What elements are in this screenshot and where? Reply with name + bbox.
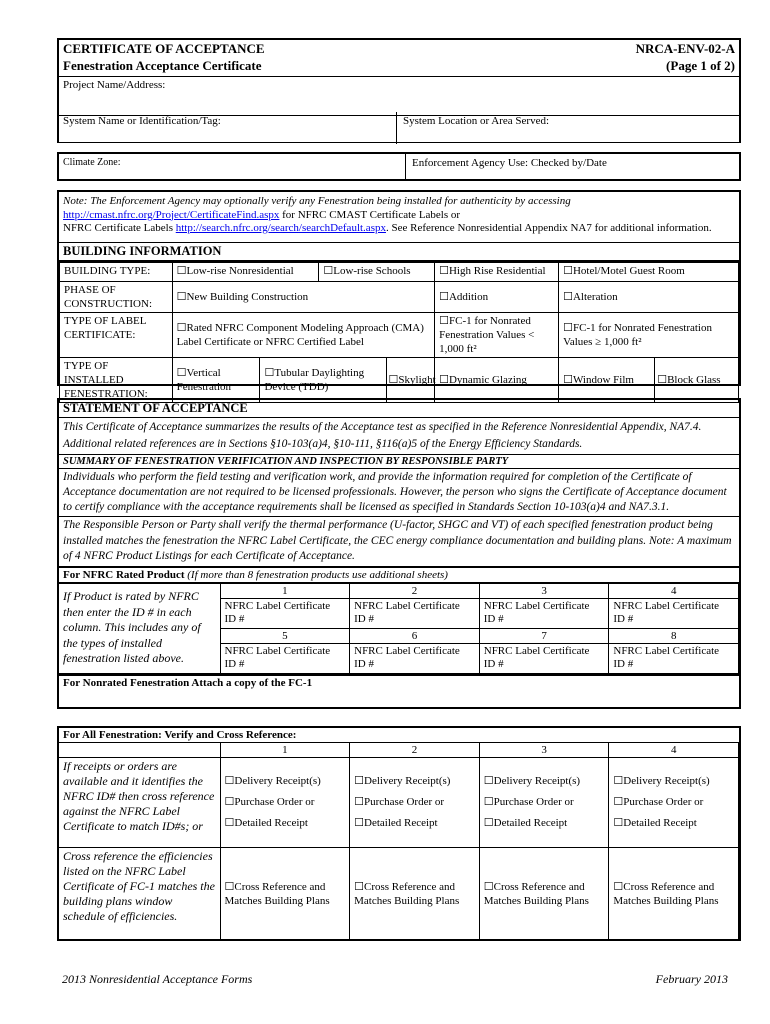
verify-table [59, 742, 739, 940]
checkbox-vertical[interactable]: ☐ Vertical Fenestration [172, 358, 260, 403]
checkbox-receipt-option[interactable]: ☐ Detailed Receipt [225, 813, 346, 834]
checkbox-block-glass[interactable]: ☐ Block Glass [655, 358, 739, 403]
checkbox-fc1-over-1000[interactable]: ☐ FC-1 for Nonrated Fenestration Values ≥ 1,000 ft² [559, 313, 739, 358]
cross-reference-label: ☐ Cross Reference and [484, 881, 585, 893]
column-number: 1 [220, 583, 350, 598]
fenestration-type-label: TYPE OF INSTALLED FENESTRATION: [60, 358, 173, 403]
matches-plans-label: Matches Building Plans [224, 894, 330, 907]
footer-left: 2013 Nonresidential Acceptance Forms [62, 972, 253, 986]
nfrc-rated-title [59, 568, 739, 583]
checkbox-window-film[interactable]: ☐ Window Film [559, 358, 655, 403]
building-info-table [59, 262, 739, 403]
nfrc-id-label: ID # [483, 657, 504, 670]
column-number: 8 [609, 628, 739, 643]
system-location-label: System Location or Area Served: [403, 115, 550, 127]
cross-reference-label: ☐ Cross Reference and [225, 881, 326, 893]
checkbox-receipt-option[interactable]: ☐ Delivery Receipt(s) [354, 771, 475, 792]
verify-title: For All Fenestration: Verify and Cross Reference: [63, 729, 297, 741]
checkbox-receipt-option[interactable]: ☐ Detailed Receipt [613, 813, 734, 834]
nfrc-cell-label: NFRC Label Certificate [354, 644, 460, 657]
checkbox-high-rise-residential[interactable]: ☐ High Rise Residential [435, 263, 559, 282]
checkbox-receipt-option[interactable]: ☐ Detailed Receipt [484, 813, 605, 834]
nfrc-title-note: (If more than 8 fenestration products use additional sheets) [184, 568, 448, 581]
checkbox-cross-reference[interactable] [609, 848, 739, 940]
agency-label: Enforcement Agency Use: Checked by/Date [412, 157, 607, 169]
note-text: . See Reference Nonresidential Appendix NA7 for additional information. [385, 222, 712, 234]
page-number: (Page 1 of 2) [666, 58, 735, 73]
column-number: 5 [220, 628, 350, 643]
nfrc-id-label: ID # [613, 612, 634, 625]
note-text: NFRC Certificate Labels [63, 222, 176, 234]
checkbox-addition[interactable]: ☐ Addition [435, 282, 559, 313]
statement-title: STATEMENT OF ACCEPTANCE [59, 400, 739, 418]
cross-reference-instructions: Cross reference the efficiencies listed on the NFRC Label Certificate of FC-1 matches the building plans window schedule of efficiencies. [59, 848, 220, 940]
note [59, 192, 739, 243]
checkbox-tdd[interactable]: ☐ Tubular Daylighting Device (TDD) [260, 358, 386, 403]
climate-label: Climate Zone: [63, 157, 121, 168]
column-number: 4 [609, 743, 739, 758]
receipts-instructions: If receipts or orders are available and it identifies the NFRC ID# then cross reference against the NFRC Label Certificate to match ID#s; or [59, 758, 220, 848]
checkbox-dynamic-glazing[interactable]: ☐ Dynamic Glazing [435, 358, 559, 403]
checkbox-receipt-option[interactable]: ☐ Delivery Receipt(s) [613, 771, 734, 792]
cross-reference-label: ☐ Cross Reference and [613, 881, 714, 893]
system-name-field[interactable] [59, 112, 397, 144]
system-location-field[interactable] [403, 112, 549, 130]
blank-cell [59, 743, 220, 758]
form-title: CERTIFICATE OF ACCEPTANCE [63, 41, 265, 56]
nfrc-id-field[interactable] [220, 598, 350, 628]
checkbox-receipt-option[interactable]: ☐ Purchase Order or [484, 792, 605, 813]
form-id: NRCA-ENV-02-A [635, 41, 735, 56]
climate-row [57, 152, 741, 181]
cross-reference-label: ☐ Cross Reference and [354, 881, 455, 893]
nfrc-id-field[interactable] [350, 598, 480, 628]
note-text: Note: The Enforcement Agency may optionally verify any Fenestration being installed for authenticity by accessing [63, 195, 571, 207]
nfrc-id-label: ID # [613, 657, 634, 670]
note-text: for NFRC CMAST Certificate Labels or [279, 208, 461, 221]
checkbox-low-rise-schools[interactable]: ☐ Low-rise Schools [319, 263, 435, 282]
checkbox-fc1-under-1000[interactable]: ☐ FC-1 for Nonrated Fenestration Values < 1,000 ft² [435, 313, 559, 358]
column-number: 3 [479, 743, 609, 758]
nfrc-id-field[interactable] [479, 598, 609, 628]
nfrc-id-field[interactable] [220, 643, 350, 673]
checkbox-receipt-option[interactable]: ☐ Delivery Receipt(s) [484, 771, 605, 792]
checkbox-receipt-option[interactable]: ☐ Purchase Order or [225, 792, 346, 813]
nfrc-cell-label: NFRC Label Certificate [483, 599, 590, 612]
checkbox-receipt-option[interactable]: ☐ Delivery Receipt(s) [225, 771, 346, 792]
checkbox-receipt-option[interactable]: ☐ Purchase Order or [613, 792, 734, 813]
nfrc-cell-label: NFRC Label Certificate [224, 644, 331, 657]
nonrated-note: For Nonrated Fenestration Attach a copy of the FC-1 [59, 674, 739, 690]
nfrc-id-label: ID # [224, 612, 245, 625]
nfrc-id-field[interactable] [479, 643, 609, 673]
agency-use-field[interactable] [406, 154, 613, 179]
nfrc-cell-label: NFRC Label Certificate [613, 599, 720, 612]
building-section [57, 190, 741, 400]
nfrc-id-label: ID # [354, 657, 374, 670]
matches-plans-label: Matches Building Plans [613, 894, 719, 907]
checkbox-receipt-option[interactable]: ☐ Purchase Order or [354, 792, 475, 813]
verify-section [57, 726, 741, 941]
nfrc-cell-label: NFRC Label Certificate [483, 644, 590, 657]
column-number: 7 [479, 628, 609, 643]
nfrc-instructions: If Product is rated by NFRC then enter the ID # in each column. This includes any of the types of installed fenestration listed above. [59, 583, 220, 673]
nfrc-id-field[interactable] [350, 643, 480, 673]
checkbox-new-construction[interactable]: ☐ New Building Construction [172, 282, 434, 313]
climate-zone-field[interactable] [59, 154, 406, 179]
column-number: 2 [350, 743, 480, 758]
checkbox-cross-reference[interactable] [220, 848, 350, 940]
header-box [57, 38, 741, 143]
nfrc-id-field[interactable] [609, 598, 739, 628]
checkbox-hotel-motel[interactable]: ☐ Hotel/Motel Guest Room [559, 263, 739, 282]
matches-plans-label: Matches Building Plans [483, 894, 589, 907]
checkbox-low-rise-nonresidential[interactable]: ☐ Low-rise Nonresidential [172, 263, 319, 282]
summary-paragraph-2: The Responsible Person or Party shall verify the thermal performance (U-factor, SHGC and VT) of each specified fenestration product being installed matches the fenestration the NFRC Label Certificate, the CEC energy compliance documentation and building plans. Note: A maximum of 4 NFRC Product Listings for each Certificate of Acceptance. [59, 517, 739, 568]
system-name-label: System Name or Identification/Tag: [63, 115, 221, 127]
statement-intro: This Certificate of Acceptance summarizes the results of the Acceptance test as specified in the Reference Nonresidential Appendix, NA7.4. Additional related references are in Sections §10-103(a)4, §10-111, §116(a)5 of the Energy Efficiency Standards. [59, 418, 739, 455]
checkbox-cross-reference[interactable] [350, 848, 480, 940]
column-number: 2 [350, 583, 480, 598]
checkbox-skylight[interactable]: ☐ Skylight [386, 358, 435, 403]
summary-title: SUMMARY OF FENESTRATION VERIFICATION AND INSPECTION BY RESPONSIBLE PARTY [59, 455, 739, 469]
building-info-title: BUILDING INFORMATION [59, 243, 739, 262]
checkbox-receipt-option[interactable]: ☐ Detailed Receipt [354, 813, 475, 834]
nfrc-id-label: ID # [483, 612, 504, 625]
column-number: 4 [609, 583, 739, 598]
project-label: Project Name/Address: [63, 79, 166, 91]
label-cert-label: TYPE OF LABEL CERTIFICATE: [60, 313, 173, 358]
nfrc-id-label: ID # [354, 612, 374, 625]
statement-section [57, 398, 741, 709]
column-number: 1 [220, 743, 350, 758]
checkbox-cross-reference[interactable] [479, 848, 609, 940]
building-type-label: BUILDING TYPE: [60, 263, 173, 282]
nfrc-search-link[interactable]: http://search.nfrc.org/search/searchDefault.aspx [175, 222, 386, 234]
nfrc-title: For NFRC Rated Product [63, 568, 185, 581]
form-subtitle: Fenestration Acceptance Certificate [63, 58, 262, 73]
nfrc-cell-label: NFRC Label Certificate [354, 599, 460, 612]
summary-paragraph-1: Individuals who perform the field testing and verification work, and provide the information required for completion of the Certificate of Acceptance documentation are not required to be licensed professionals. However, the person who signs the Certificate of Acceptance document to certify compliance with the acceptance requirements shall be licensed as specified in Standards Section 10-103(a)4 and NA7.3.1. [59, 469, 739, 517]
checkbox-rated-nfrc[interactable]: ☐ Rated NFRC Component Modeling Approach (CMA) Label Certificate or NFRC Certified Label [172, 313, 434, 358]
nfrc-cell-label: NFRC Label Certificate [224, 599, 331, 612]
nfrc-cell-label: NFRC Label Certificate [613, 644, 720, 657]
nfrc-table [59, 583, 739, 674]
nfrc-id-label: ID # [224, 657, 245, 670]
column-number: 3 [479, 583, 609, 598]
matches-plans-label: Matches Building Plans [354, 894, 460, 907]
phase-label: PHASE OF CONSTRUCTION: [60, 282, 173, 313]
project-name-field[interactable] [59, 76, 739, 116]
nfrc-id-field[interactable] [609, 643, 739, 673]
column-number: 6 [350, 628, 480, 643]
footer-right: February 2013 [655, 972, 728, 986]
cmast-link[interactable]: http://cmast.nfrc.org/Project/CertificateFind.aspx [63, 208, 280, 221]
checkbox-alteration[interactable]: ☐ Alteration [559, 282, 739, 313]
